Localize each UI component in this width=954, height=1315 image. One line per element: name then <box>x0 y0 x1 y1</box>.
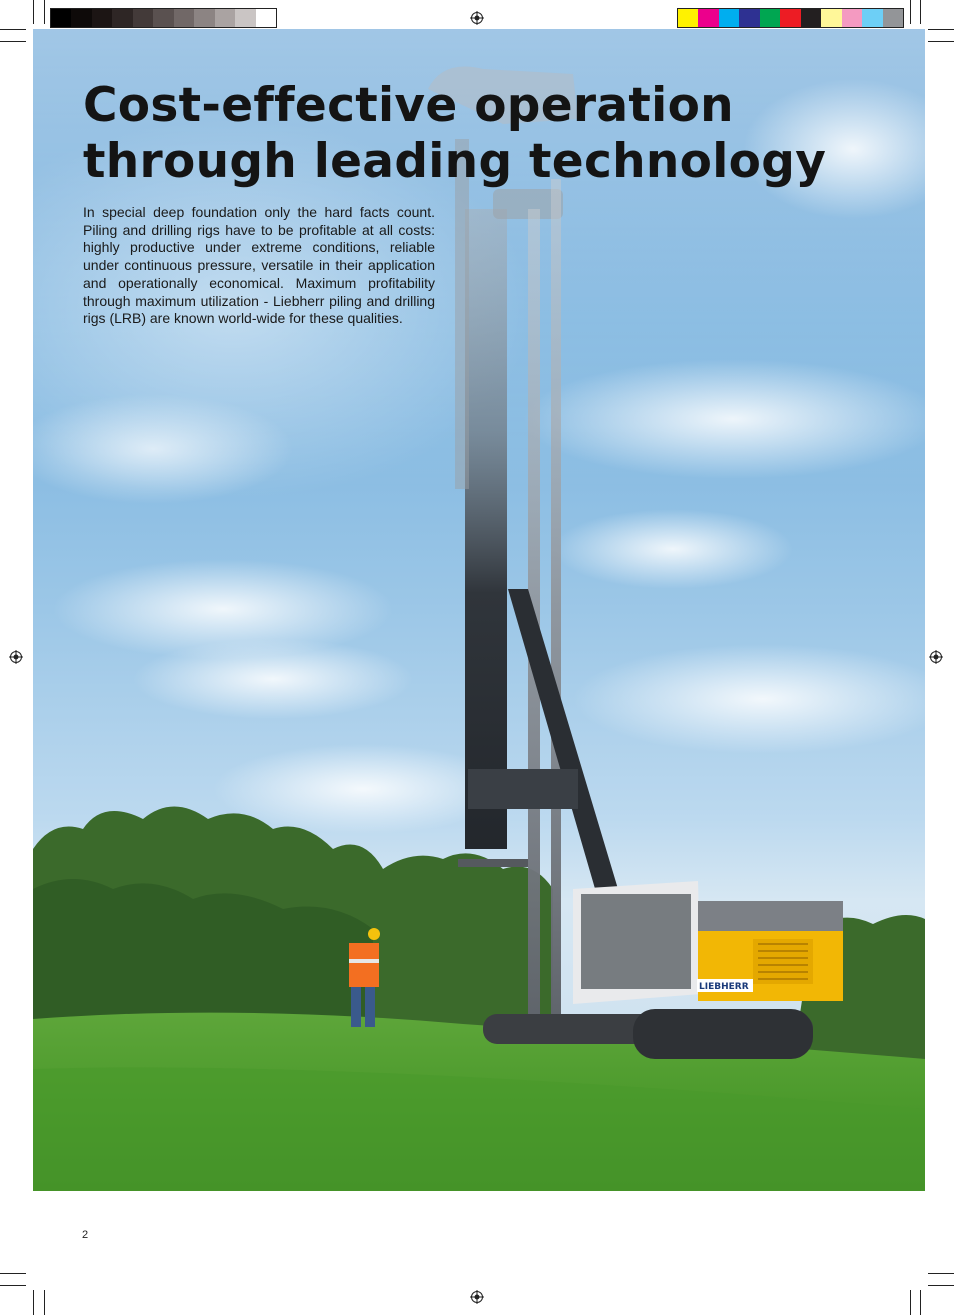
color-swatch <box>842 9 862 27</box>
color-swatch <box>801 9 821 27</box>
color-swatch <box>92 9 112 27</box>
crop-mark <box>928 1273 954 1274</box>
color-swatch <box>698 9 718 27</box>
color-swatch <box>235 9 255 27</box>
crop-mark <box>928 41 954 42</box>
crop-mark <box>920 0 921 24</box>
crop-mark <box>920 1290 921 1315</box>
crop-mark <box>0 1285 26 1286</box>
color-swatch <box>256 9 276 27</box>
grey-calibration-strip <box>50 8 277 28</box>
crop-mark <box>910 1290 911 1315</box>
crop-mark <box>928 1285 954 1286</box>
color-swatch <box>133 9 153 27</box>
crop-mark <box>33 0 34 24</box>
crop-mark <box>0 41 26 42</box>
color-swatch <box>71 9 91 27</box>
title-line-1: Cost-effective operation <box>83 78 734 133</box>
color-swatch <box>883 9 903 27</box>
color-swatch <box>174 9 194 27</box>
registration-mark-icon <box>929 650 943 664</box>
registration-mark-icon <box>9 650 23 664</box>
crop-mark <box>0 1273 26 1274</box>
crop-mark <box>928 29 954 30</box>
registration-mark-icon <box>470 11 484 25</box>
color-swatch <box>739 9 759 27</box>
color-swatch <box>821 9 841 27</box>
color-swatch <box>51 9 71 27</box>
color-swatch <box>112 9 132 27</box>
page-title <box>83 78 826 190</box>
color-swatch <box>194 9 214 27</box>
color-swatch <box>862 9 882 27</box>
registration-mark-icon <box>470 1290 484 1304</box>
color-swatch <box>678 9 698 27</box>
color-swatch <box>215 9 235 27</box>
crop-mark <box>44 1290 45 1315</box>
color-swatch <box>153 9 173 27</box>
brand-label: LIEBHERR <box>699 982 749 992</box>
crop-mark <box>910 0 911 24</box>
color-swatch <box>780 9 800 27</box>
intro-paragraph: In special deep foundation only the hard facts count. Piling and drilling rigs have to be profitable at all costs: highly productive under extreme conditions, reliable under continuous pressure, versatile in their application and operationally economical. Maximum profitability through maximum utilization - Liebherr piling and drilling rigs (LRB) are known world-wide for these qualities. <box>83 204 435 327</box>
crop-mark <box>44 0 45 24</box>
crop-mark <box>33 1290 34 1315</box>
crop-mark <box>0 29 26 30</box>
page-number: 2 <box>82 1229 89 1241</box>
color-calibration-strip <box>677 8 904 28</box>
color-swatch <box>760 9 780 27</box>
color-swatch <box>719 9 739 27</box>
title-line-2: through leading technology <box>83 134 827 189</box>
